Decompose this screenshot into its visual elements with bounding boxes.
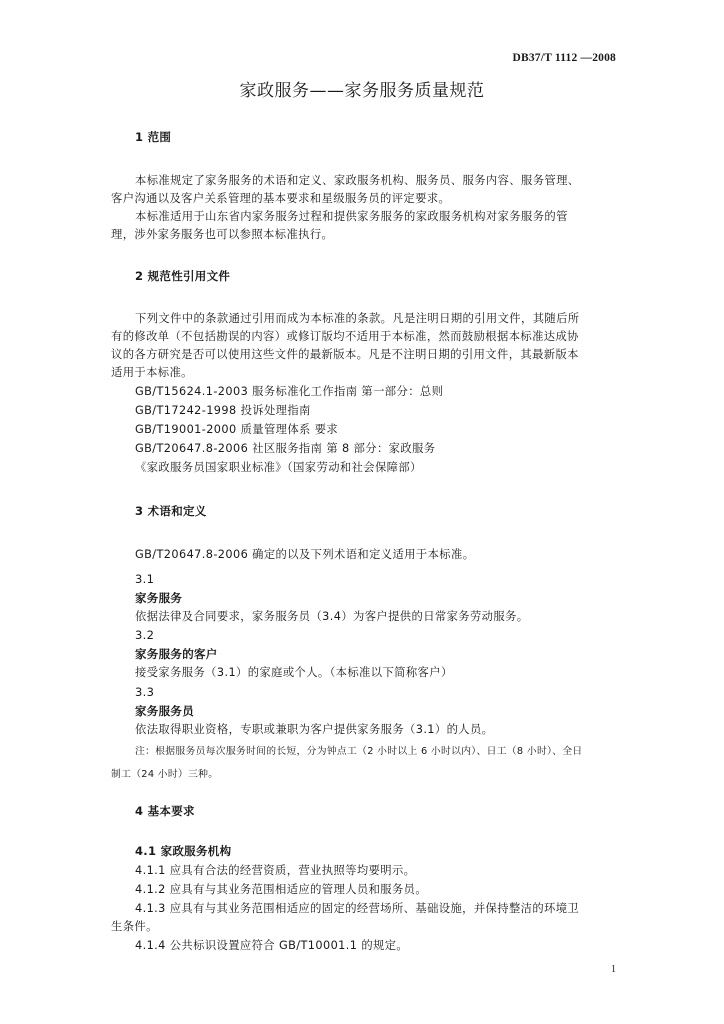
reference-item: 《家政服务员国家职业标准》（国家劳动和社会保障部） xyxy=(135,461,422,474)
paragraph-line: 本标准适用于山东省内家务服务过程和提供家务服务的家政服务机构对家务服务的管 xyxy=(135,210,568,223)
term-definition: 依法取得职业资格，专职或兼职为客户提供家务服务（3.1）的人员。 xyxy=(135,723,494,736)
clause-item: 4.1.3 应具有与其业务范围相适应的固定的经营场所、基础设施，并保持整洁的环境卫 xyxy=(135,902,580,915)
reference-item: GB/T17242-1998 投诉处理指南 xyxy=(135,404,311,417)
section-3-heading: 3 术语和定义 xyxy=(135,504,207,518)
paragraph-line: 下列文件中的条款通过引用而成为本标准的条款。凡是注明日期的引用文件，其随后所 xyxy=(135,312,580,325)
page-number: 1 xyxy=(611,964,616,975)
paragraph-line: GB/T20647.8-2006 确定的以及下列术语和定义适用于本标准。 xyxy=(135,548,475,561)
term-number: 3.2 xyxy=(135,628,155,642)
term-name: 家务服务员 xyxy=(135,704,194,718)
paragraph-line: 客户沟通以及客户关系管理的基本要求和星级服务员的评定要求。 xyxy=(111,192,451,205)
document-code: DB37/T 1112 —2008 xyxy=(512,52,616,64)
term-name: 家务服务 xyxy=(135,591,183,605)
reference-item: GB/T19001-2000 质量管理体系 要求 xyxy=(135,423,339,436)
clause-item: 4.1.1 应具有合法的经营资质，营业执照等均要明示。 xyxy=(135,864,416,877)
document-title: 家政服务——家务服务质量规范 xyxy=(239,81,485,101)
reference-item: GB/T15624.1-2003 服务标准化工作指南 第一部分：总则 xyxy=(135,385,444,398)
clause-item: 4.1.4 公共标识设置应符合 GB/T10001.1 的规定。 xyxy=(135,939,409,952)
term-number: 3.3 xyxy=(135,685,155,699)
paragraph-line: 本标准规定了家务服务的术语和定义、家政服务机构、服务员、服务内容、服务管理、 xyxy=(135,174,580,187)
term-name: 家务服务的客户 xyxy=(135,647,218,661)
note-line: 注：根据服务员每次服务时间的长短，分为钟点工（2 小时以上 6 小时以内）、日工（8 小时）、全日 xyxy=(135,746,583,757)
clause-item: 4.1.2 应具有与其业务范围相适应的管理人员和服务员。 xyxy=(135,883,428,896)
paragraph-line: 有的修改单（不包括勘误的内容）或修订版均不适用于本标准，然而鼓励根据本标准达成协 xyxy=(111,330,579,343)
section-1-heading: 1 范围 xyxy=(135,130,172,144)
subsection-heading: 4.1 家政服务机构 xyxy=(135,844,232,858)
paragraph-line: 议的各方研究是否可以使用这些文件的最新版本。凡是不注明日期的引用文件，其最新版本 xyxy=(111,348,579,361)
term-definition: 接受家务服务（3.1）的家庭或个人。（本标准以下简称客户） xyxy=(135,666,453,679)
paragraph-line: 适用于本标准。 xyxy=(111,366,193,379)
note-line: 制工（24 小时）三种。 xyxy=(111,769,219,780)
clause-item: 生条件。 xyxy=(111,920,158,933)
section-2-heading: 2 规范性引用文件 xyxy=(135,269,231,283)
reference-item: GB/T20647.8-2006 社区服务指南 第 8 部分：家政服务 xyxy=(135,442,436,455)
term-number: 3.1 xyxy=(135,572,155,586)
paragraph-line: 理，涉外家务服务也可以参照本标准执行。 xyxy=(111,228,334,241)
section-4-heading: 4 基本要求 xyxy=(135,804,195,818)
term-definition: 依据法律及合同要求，家务服务员（3.4）为客户提供的日常家务劳动服务。 xyxy=(135,610,529,623)
